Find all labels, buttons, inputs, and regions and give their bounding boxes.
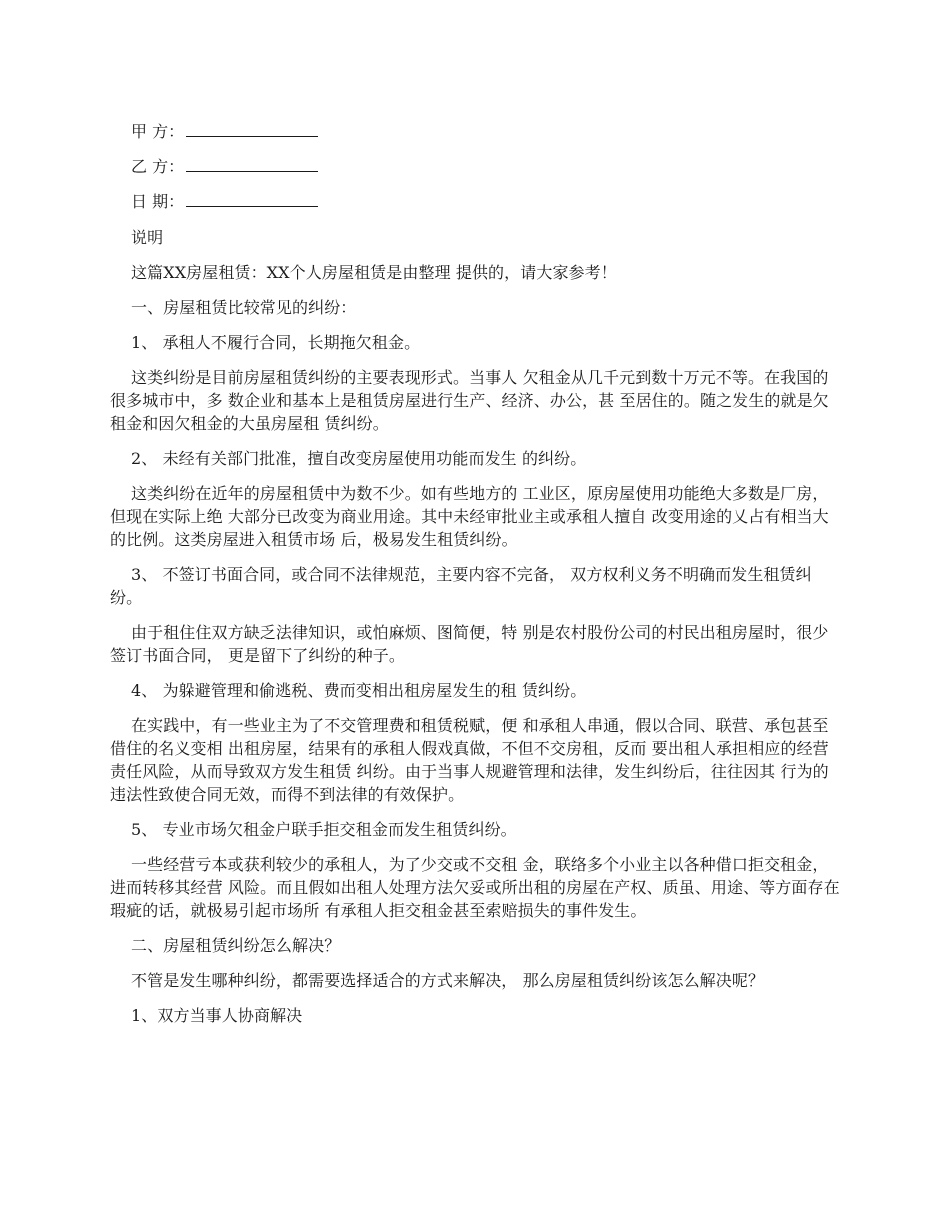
item-body-4: 在实践中，有一些业主为了不交管理费和租赁税赋，便 和承租人串通，假以合同、联营、承包甚至借住的名义变相 出租房屋，结果有的承租人假戏真做，不但不交房租，反而 要出租人承担相应的经营责任风险，从而导致双方发生租赁 纠纷。由于当事人规避管理和法律，发生纠纷后，往往因其 行为的违法性致使合同无效，而得不到法律的有效保护。 [110, 716, 829, 804]
item-body-5: 一些经营亏本或获利较少的承租人，为了少交或不交租 金，联络多个小业主以各种借口拒交租金，进而转移其经营 风险。而且假如出租人处理方法欠妥或所出租的房屋在产权、质虽、用途、等方面存在瑕疵的话，就极易引起市场所 有承租人拒交租金甚至索赔损失的事件发生。 [110, 855, 840, 920]
item-heading-4: 4、 为躲避管理和偷逃税、费而变相出租房屋发生的租 赁纠纷。 [131, 681, 587, 700]
document-page [110, 121, 840, 1039]
party-a-field [131, 121, 840, 143]
section-heading-1: 一、房屋租赁比较常见的纠纷： [131, 298, 357, 317]
party-a-blank-line [186, 122, 318, 137]
item-heading-3: 3、 不签订书面合同，或合同不法律规范，主要内容不完备， 双方权利义务不明确而发生租赁纠纷。 [110, 565, 812, 607]
item-body-3: 由于租住住双方缺乏法律知识，或怕麻烦、图简便，特 别是农村股份公司的村民出租房屋时，很少签订书面合同， 更是留下了纠纷的种子。 [110, 623, 829, 665]
party-b-field [131, 156, 840, 178]
date-blank-line [186, 192, 318, 207]
item-body-2: 这类纠纷在近年的房屋租赁中为数不少。如有些地方的 工业区，原房屋使用功能绝大多数是厂房，但现在实际上绝 大部分已改变为商业用途。其中未经审批业主或承租人擅自 改变用途的乂占有相当大的比例。这类房屋进入租赁市场 后，极易发生租赁纠纷。 [110, 484, 829, 549]
item-heading-2: 2、 未经有关部门批准，擅自改变房屋使用功能而发生 的纠纷。 [131, 449, 587, 468]
item-heading-5: 5、 专业市场欠租金户联手拒交租金而发生租赁纠纷。 [131, 820, 517, 839]
party-a-label: 甲 方： [131, 122, 185, 141]
section-heading-2: 二、房屋租赁纠纷怎么解决？ [131, 936, 341, 955]
item-heading-1: 1、 承租人不履行合同，长期拖欠租金。 [131, 333, 421, 352]
date-field [131, 191, 840, 213]
intro-heading: 说明 [131, 228, 164, 247]
item-body-1: 这类纠纷是目前房屋租赁纠纷的主要表现形式。当事人 欠租金从几千元到数十万元不等。在我国的很多城市中，多 数企业和基本上是租赁房屋进行生产、经济、办公，甚 至居住的。随之发生的就是欠租金和因欠租金的大虽房屋租 赁纠纷。 [110, 368, 829, 433]
section-2-intro: 不管是发生哪种纠纷，都需要选择适合的方式来解决， 那么房屋租赁纠纷该怎么解决呢？ [131, 971, 765, 990]
intro-paragraph: 这篇XX房屋租赁：XX个人房屋租赁是由整理 提供的，请大家参考！ [131, 263, 617, 282]
date-label: 日 期： [131, 192, 185, 211]
solution-heading-1: 1、双方当事人协商解决 [131, 1006, 303, 1025]
party-b-blank-line [186, 157, 318, 172]
party-b-label: 乙 方： [131, 157, 185, 176]
